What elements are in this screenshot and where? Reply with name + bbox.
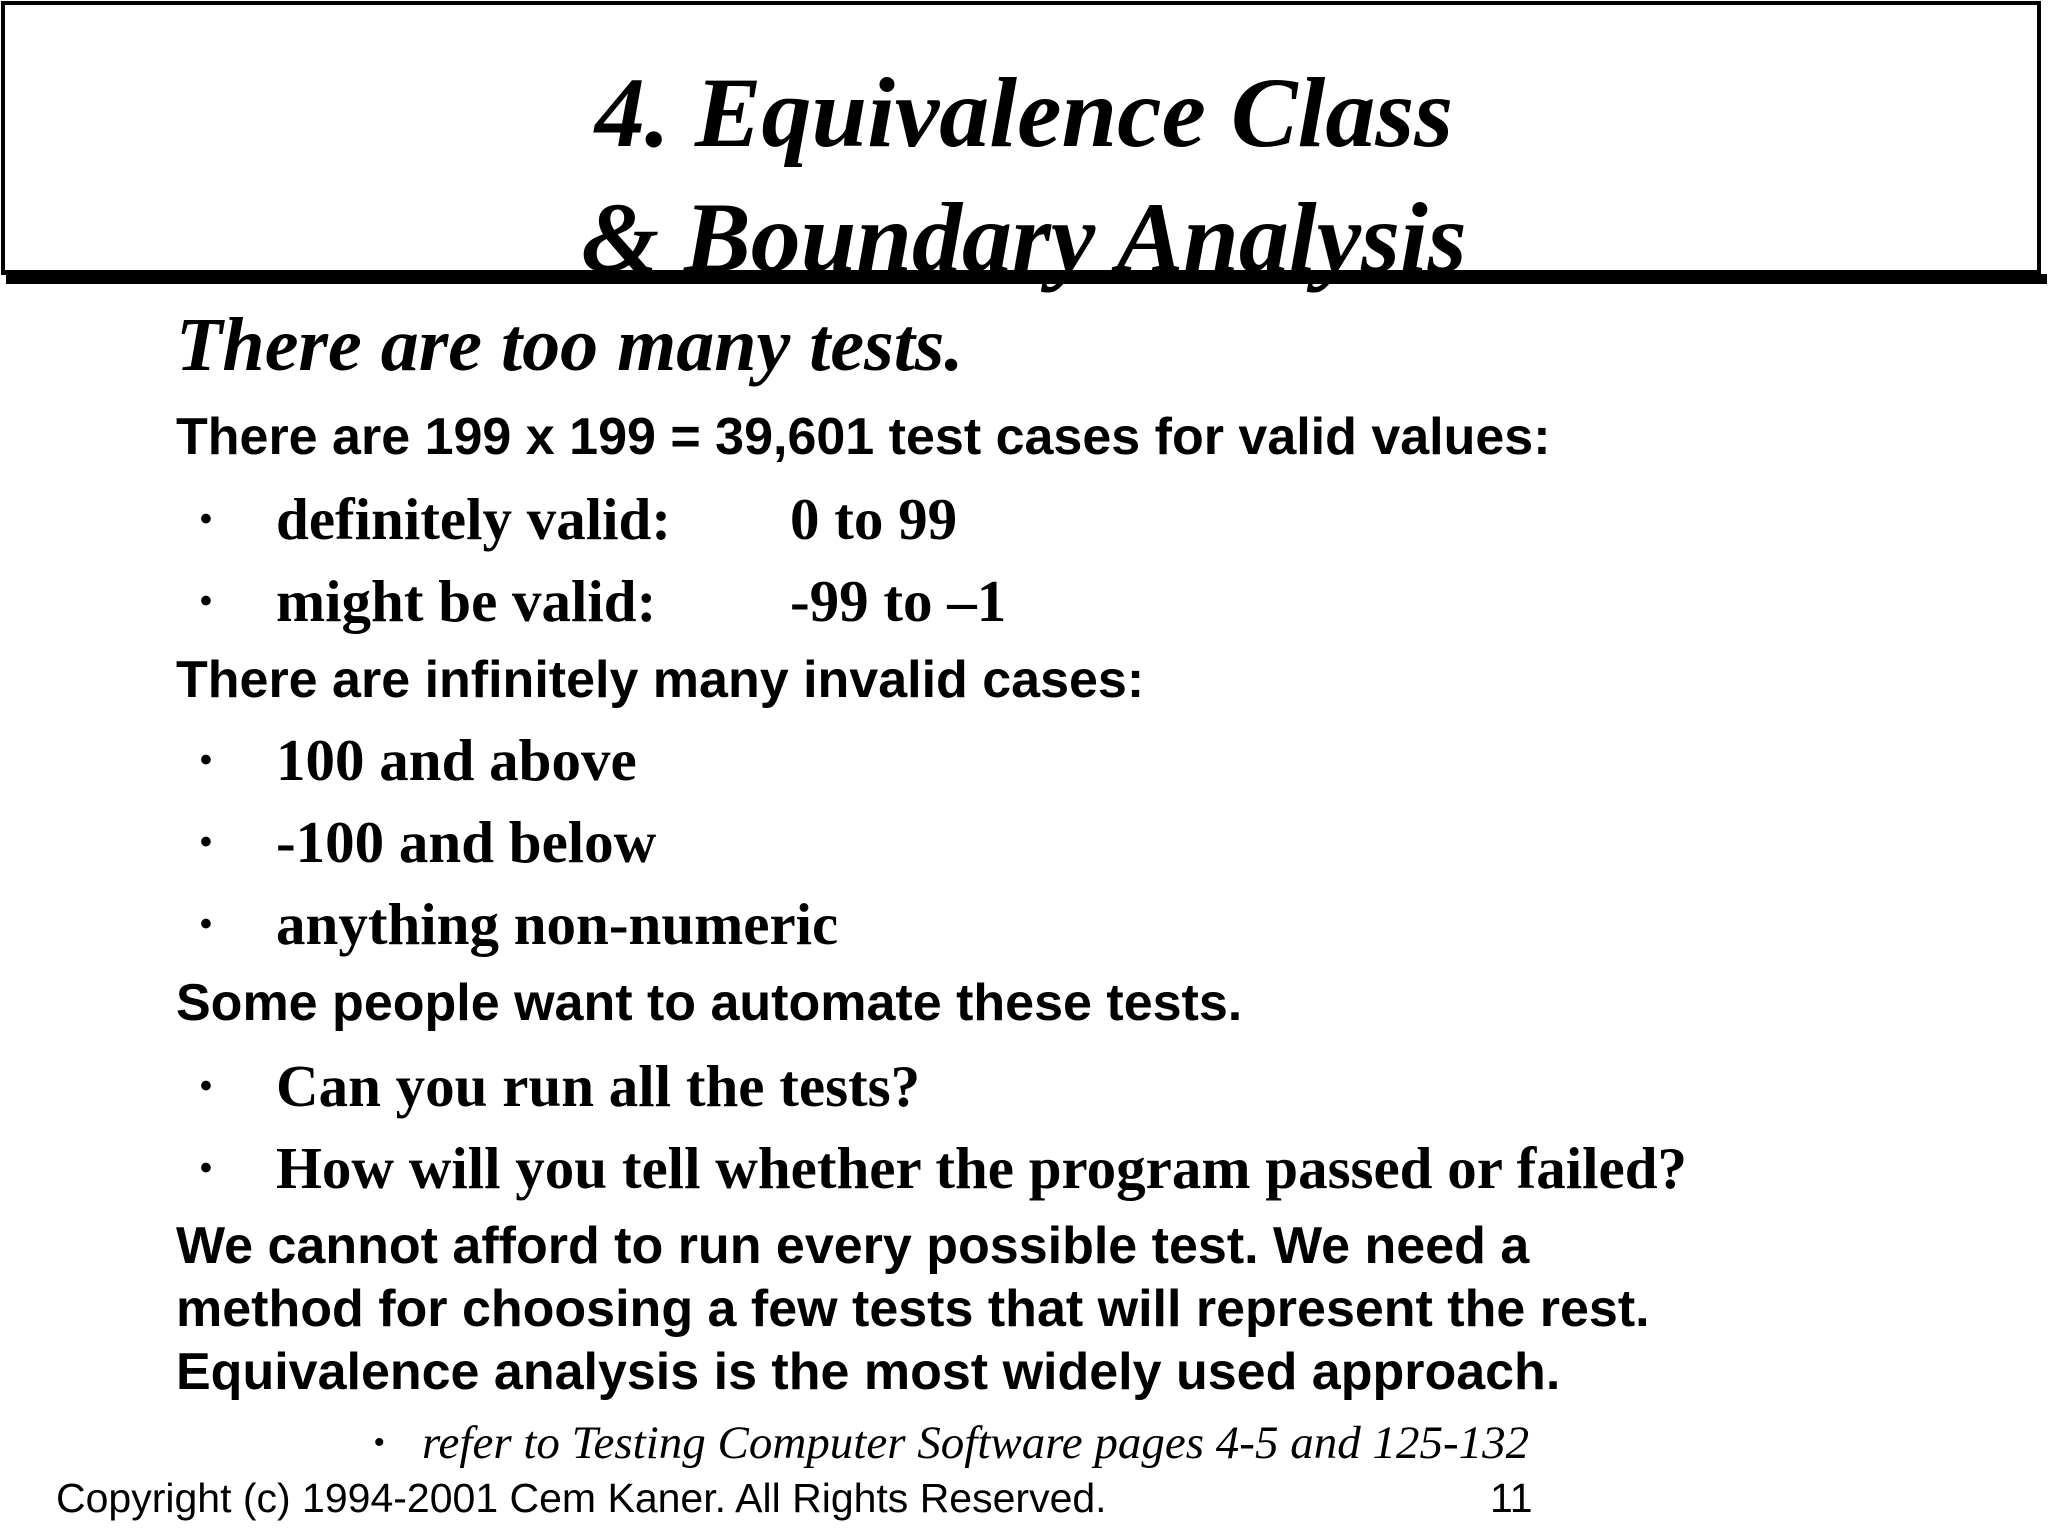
reference-text: refer to Testing Computer Software pages 4-5 and 125-132 [422, 1417, 1530, 1469]
slide-subtitle: There are too many tests. [176, 303, 964, 387]
bullet-icon: • [200, 741, 212, 779]
conclusion-line: method for choosing a few tests that will represent the rest. [176, 1280, 1650, 1338]
bullet-icon: • [200, 1067, 212, 1105]
section-heading-valid-values: There are 199 x 199 = 39,601 test cases for valid values: [176, 408, 1551, 466]
bullet-icon: • [200, 1149, 212, 1187]
bullet-label: 100 and above [276, 727, 637, 793]
conclusion-paragraph [176, 1215, 1650, 1404]
bullet-label: How will you tell whether the program passed or failed? [276, 1135, 1688, 1201]
slide-title-line-1: 4. Equivalence Class [594, 57, 1454, 168]
bullet-label: definitely valid: [276, 486, 671, 552]
bullet-value: -99 to –1 [790, 568, 1007, 634]
bullet-icon: • [374, 1426, 385, 1459]
copyright-footer: Copyright (c) 1994-2001 Cem Kaner. All Rights Reserved. [56, 1475, 1107, 1521]
bullet-label: anything non-numeric [276, 891, 839, 957]
slide-title-line-2: & Boundary Analysis [581, 182, 1467, 293]
bullet-value: 0 to 99 [790, 486, 958, 552]
section-heading-invalid-cases: There are infinitely many invalid cases: [176, 651, 1145, 709]
conclusion-line: We cannot afford to run every possible test. We need a [176, 1217, 1530, 1275]
bullet-icon: • [200, 500, 212, 538]
bullet-label: might be valid: [276, 568, 657, 634]
bullet-icon: • [200, 905, 212, 943]
bullet-icon: • [200, 582, 212, 620]
conclusion-line: Equivalence analysis is the most widely used approach. [176, 1343, 1561, 1401]
section-heading-automation: Some people want to automate these tests. [176, 974, 1243, 1032]
bullet-label: Can you run all the tests? [276, 1053, 921, 1119]
bullet-icon: • [200, 823, 212, 861]
page-number: 11 [1490, 1475, 1533, 1521]
bullet-label: -100 and below [276, 809, 657, 875]
